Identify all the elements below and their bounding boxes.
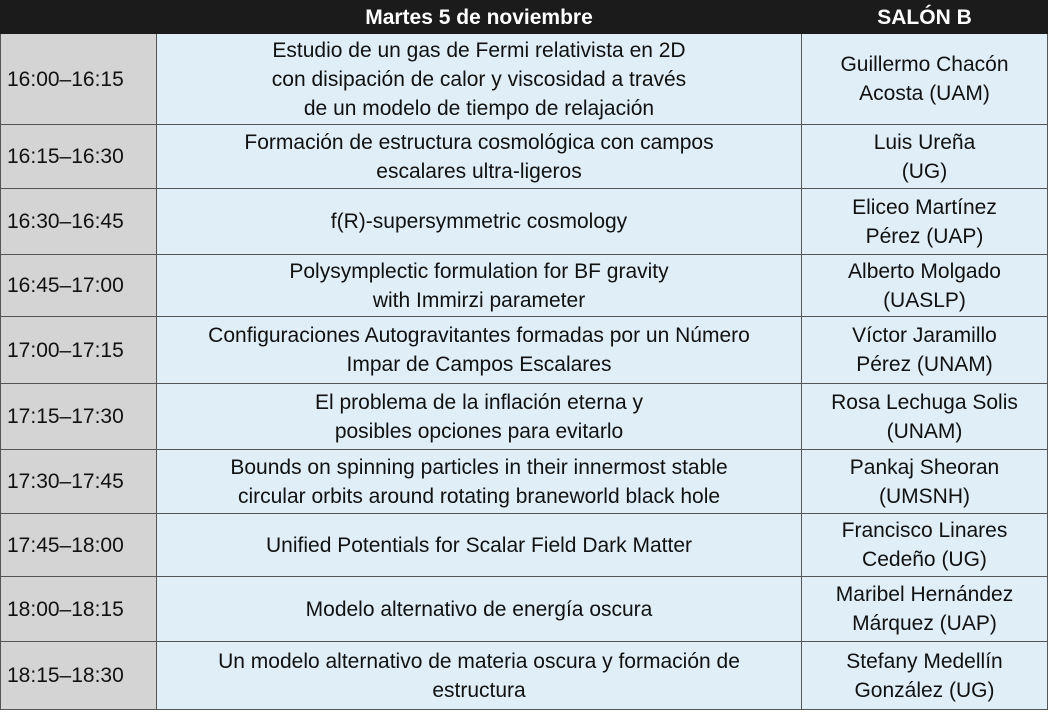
header-time-cell [1,1,157,34]
speaker-line: Stefany Medellín [846,649,1003,673]
talk-title [157,125,802,189]
talk-title [157,317,802,384]
talk-title-line: circular orbits around rotating braneworld black hole [237,484,721,508]
speaker [802,189,1048,255]
speaker-line: Luis Ureña [873,130,976,154]
speaker-line: Víctor Jaramillo [852,324,997,347]
talk-title-line: de un modelo de tiempo de relajación [303,96,655,120]
speaker [802,255,1048,317]
speaker-line: Pérez (UNAM) [856,353,993,376]
talk-title-line: escalares ultra-ligeros [376,159,582,183]
talk-title-line: Impar de Campos Escalares [346,353,612,376]
time-slot: 16:45–17:00 [1,255,157,317]
speaker-line: Francisco Linares [841,519,1008,542]
speaker-line: (UNAM) [886,419,963,443]
talk-title-line: El problema de la inflación eterna y [314,390,644,414]
speaker-line: Eliceo Martínez [852,195,997,219]
speaker-line: Cedeño (UG) [862,548,987,571]
table-row [1,189,1048,255]
talk-title-line: with Immirzi parameter [372,288,586,312]
talk-title-line: estructura [432,678,526,702]
talk-title [157,189,802,255]
talk-title-line: posibles opciones para evitarlo [334,419,624,443]
speaker [802,317,1048,384]
speaker-line: Acosta (UAM) [859,82,990,105]
talk-title [157,450,802,514]
talk-title-line: Polysymplectic formulation for BF gravity [289,259,669,283]
time-slot: 16:15–16:30 [1,125,157,189]
talk-title [157,577,802,642]
talk-title [157,642,802,710]
speaker [802,577,1048,642]
talk-title [157,384,802,450]
talk-title-line: Configuraciones Autogravitantes formadas por un Número [208,324,750,347]
talk-title [157,255,802,317]
speaker [802,642,1048,710]
speaker [802,450,1048,514]
time-slot: 18:15–18:30 [1,642,157,710]
table-row [1,255,1048,317]
speaker-line: (UMSNH) [879,484,970,508]
talk-title-line: con disipación de calor y viscosidad a través [271,67,687,91]
talk-title-line: Formación de estructura cosmológica con campos [244,130,714,154]
header-date: Martes 5 de noviembre [157,1,802,34]
speaker-line: (UG) [901,159,948,183]
talk-title-line: f(R)-supersymmetric cosmology [330,210,628,233]
time-slot: 17:00–17:15 [1,317,157,384]
time-slot: 18:00–18:15 [1,577,157,642]
speaker-line: Alberto Molgado [848,259,1001,283]
speaker [802,125,1048,189]
speaker-line: Pankaj Sheoran [849,455,1000,479]
talk-title-line: Bounds on spinning particles in their innermost stable [230,455,728,479]
table-row [1,125,1048,189]
time-slot: 17:15–17:30 [1,384,157,450]
header-room: SALÓN B [802,1,1048,34]
talk-title [157,514,802,577]
speaker-line: Maribel Hernández [835,583,1014,606]
talk-title-line: Un modelo alternativo de materia oscura y formación de [218,649,740,673]
time-slot: 16:00–16:15 [1,34,157,125]
table-row [1,642,1048,710]
header-row [1,1,1048,34]
time-slot: 17:45–18:00 [1,514,157,577]
speaker-line: Rosa Lechuga Solis [831,390,1018,414]
speaker-line: (UASLP) [883,288,966,312]
table-row [1,514,1048,577]
speaker [802,384,1048,450]
speaker-line: Márquez (UAP) [852,612,997,635]
table-row [1,34,1048,125]
table-row [1,450,1048,514]
talk-title [157,34,802,125]
speaker-line: Pérez (UAP) [865,224,984,248]
time-slot: 16:30–16:45 [1,189,157,255]
time-slot: 17:30–17:45 [1,450,157,514]
talk-title-line: Estudio de un gas de Fermi relativista en 2D [272,38,686,62]
table-row [1,577,1048,642]
talk-title-line: Unified Potentials for Scalar Field Dark Matter [266,533,692,557]
table-row [1,384,1048,450]
table-row [1,317,1048,384]
speaker [802,514,1048,577]
speaker-line: Guillermo Chacón [840,53,1009,76]
schedule-body [1,1,1048,710]
speaker [802,34,1048,125]
speaker-line: González (UG) [854,678,995,702]
talk-title-line: Modelo alternativo de energía oscura [305,597,653,621]
